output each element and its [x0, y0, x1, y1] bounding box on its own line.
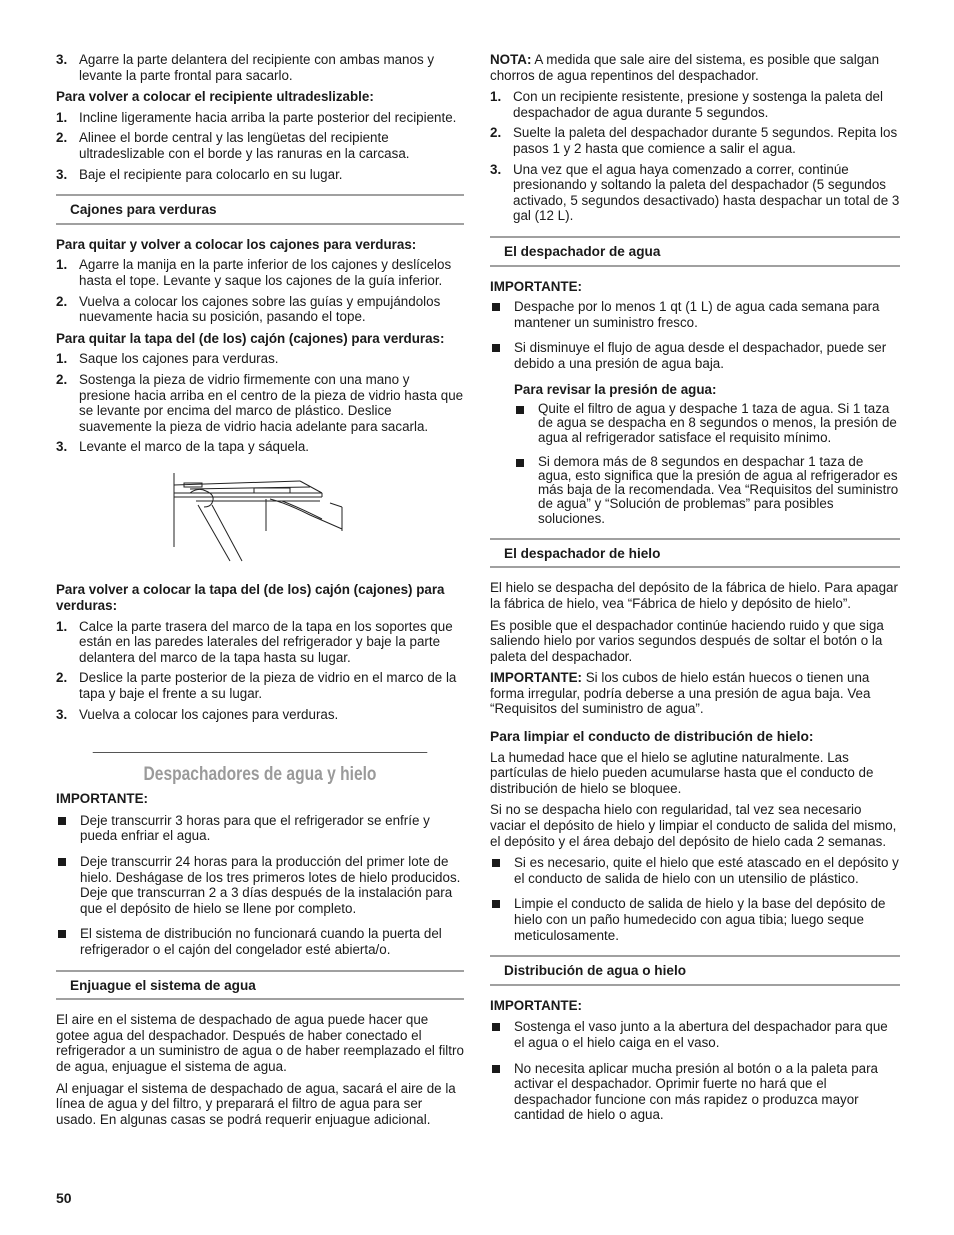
list-item: Si es necesario, quite el hielo que esté atascado en el depósito y el conducto de salida de hielo con un utensilio de plástico. — [490, 855, 900, 886]
list-item: 3. Levante el marco de la tapa y sáquela. — [56, 439, 310, 455]
list-item: 2. Suelte la paleta del despachador durante 5 segundos. Repita los pasos 1 y 2 hasta que comience a salir el agua. — [490, 125, 898, 156]
crisper-remove-heading: Para quitar y volver a colocar los cajones para verduras: — [56, 236, 417, 252]
list-item: 1. Agarre la manija en la parte inferior de los cajones y deslícelos hasta el tope. Levante y saque los cajones de la guía inferior. — [56, 257, 452, 288]
list-item: Despache por lo menos 1 qt (1 L) de agua cada semana para mantener un suministro fresco. — [490, 299, 900, 330]
chute-paragraph-1: La humedad hace que el hielo se aglutine naturalmente. Las partículas de hielo pueden acumularse hasta que el conducto de distribución de hielo se bloquee. — [490, 749, 874, 796]
bullet-square-icon — [492, 303, 500, 311]
cover-replace-heading: Para volver a colocar la tapa del (de los) cajón (cajones) para verduras: — [56, 582, 445, 614]
list-item: Sostenga el vaso junto a la abertura del despachador para que el agua o el hielo caiga en el vaso. — [490, 1019, 900, 1050]
crisper-remove-steps — [56, 257, 464, 324]
bullet-square-icon — [58, 817, 66, 825]
page-number: 50 — [56, 1190, 72, 1206]
bullet-square-icon — [516, 459, 524, 467]
bullet-square-icon — [58, 858, 66, 866]
list-item: 1. Calce la parte trasera del marco de la tapa en los soportes que están en las paredes laterales del refrigerador y baje la parte delantera del marco de la tapa hasta su lugar. — [56, 618, 453, 665]
bullet-square-icon — [58, 930, 66, 938]
right-column — [490, 52, 900, 1133]
bullet-square-icon — [492, 1023, 500, 1031]
bullet-square-icon — [516, 406, 524, 414]
section-title-ice-dispenser: El despachador de hielo — [490, 538, 900, 569]
important-label: IMPORTANTE: — [490, 997, 582, 1013]
flush-paragraph-1: El aire en el sistema de despachado de agua puede hacer que gotee agua del despachador. Después de haber conectado el refrigerador a un suministro de agua o de haber reemplazado el filtro de agua, enjuague el sistema de agua. — [56, 1012, 464, 1074]
section-title-crispers: Cajones para verduras — [56, 194, 464, 225]
list-item: Quite el filtro de agua y despache 1 taza de agua. Si 1 taza de agua se despacha en 8 segundos o menos, la presión de agua al refrigerador satisface el requisito mínimo. — [514, 402, 900, 445]
list-item: 2. Vuelva a colocar los cajones sobre las guías y empujándolos nuevamente hacia su posición, pasando el tope. — [56, 293, 441, 325]
bullet-square-icon — [492, 900, 500, 908]
list-item: 2. Deslice la parte posterior de la pieza de vidrio en el marco de la tapa y baje el frente a su lugar. — [56, 670, 457, 702]
list-item: Deje transcurrir 3 horas para que el refrigerador se enfríe y pueda enfriar el agua. — [56, 813, 464, 844]
bullet-square-icon — [492, 344, 500, 352]
flush-paragraph-2: Al enjuagar el sistema de despachado de agua, sacará el aire de la línea de agua y del filtro, y preparará el filtro de agua para ser usado. En algunas casas se podrá requerir enjuague adicional. — [56, 1080, 456, 1127]
list-item: 2. Sostenga la pieza de vidrio firmemente con una mano y presione hacia arriba en el centro de la pieza de vidrio hasta que se levante por encima del marco de plástico. Deslice suavemente la pieza de vidrio hacia adelante para sacarla. — [56, 371, 464, 434]
cover-replace-steps — [56, 619, 464, 723]
list-item: 3. Vuelva a colocar los cajones para verduras. — [56, 706, 339, 722]
chute-bullets — [490, 855, 900, 943]
bullet-square-icon — [492, 859, 500, 867]
list-item: 2. Alinee el borde central y las lengüetas del recipiente ultradeslizable con el borde y las ranuras en la carcasa. — [56, 130, 410, 161]
water-bullets — [490, 299, 900, 371]
ice-paragraph-1: El hielo se despacha del depósito de la fábrica de hielo. Para apagar la fábrica de hielo, vea “Fábrica de hielo y depósito de hielo”. — [490, 580, 898, 611]
list-item: Si demora más de 8 segundos en despachar 1 taza de agua, esto significa que la presión de agua al refrigerador es más baja de la recomendada. Vea “Requisitos del suministro de agua” y “Solución de problemas” para posibles soluciones. — [514, 455, 900, 526]
reinstall-heading: Para volver a colocar el recipiente ultradeslizable: — [56, 89, 374, 105]
list-item: 3. Una vez que el agua haya comenzado a correr, continúe presionando y soltando la paleta del despachador (5 segundos activado, 5 segundos desactivado) hasta despachar un total de 3 gal (12 L). — [490, 161, 900, 224]
dispensing-bullets — [490, 1019, 900, 1123]
chute-heading: Para limpiar el conducto de distribución de hielo: — [490, 729, 814, 745]
pressure-heading: Para revisar la presión de agua: — [514, 381, 717, 397]
reinstall-steps — [56, 110, 464, 182]
list-item: 3. Agarre la parte delantera del recipiente con ambas manos y levante la parte frontal para sacarlo. — [56, 52, 435, 83]
chute-paragraph-2: Si no se despacha hielo con regularidad, tal vez sea necesario vaciar el depósito de hielo y limpiar el conducto de salida del mismo, el depósito y el área debajo del depósito de hielo cada 2 semanas. — [490, 802, 897, 849]
section-title-flush: Enjuague el sistema de agua — [56, 970, 464, 1001]
bullet-square-icon — [492, 1065, 500, 1073]
flush-steps — [490, 89, 900, 224]
ice-paragraph-2: Es posible que el despachador continúe haciendo ruido y que siga saliendo hielo por varios segundos después de soltar el botón o la paleta del despachador. — [490, 617, 884, 664]
cover-remove-heading: Para quitar la tapa del (de los) cajón (cajones) para verduras: — [56, 330, 445, 346]
list-item: Deje transcurrir 24 horas para la producción del primer lote de hielo. Deshágase de los tres primeros lotes de hielo producidos. Deje que transcurran 2 a 3 días después de la instalación para que el depósito de hielo se llene por completo. — [56, 854, 464, 916]
section-title-dispensing: Distribución de agua o hielo — [490, 955, 900, 986]
cover-remove-steps — [56, 351, 464, 455]
remove-bin-steps — [56, 52, 464, 83]
dispensers-bullets — [56, 813, 464, 958]
left-column — [56, 52, 464, 1133]
list-item: No necesita aplicar mucha presión al botón o a la paleta para activar el despachador. Oprimir fuerte no hará que el despachador funcione con más rapidez o produzca mayor cantidad de hielo o agua. — [490, 1061, 900, 1123]
important-label: IMPORTANTE: — [56, 791, 148, 807]
list-item: Limpie el conducto de salida de hielo y la base del depósito de hielo con un paño humedecido con agua tibia; luego seque meticulosamente. — [490, 896, 900, 943]
important-label: IMPORTANTE: — [490, 278, 582, 294]
list-item: 3. Baje el recipiente para colocarlo en su lugar. — [56, 166, 343, 182]
list-item: 1. Incline ligeramente hacia arriba la parte posterior del recipiente. — [56, 109, 457, 125]
pressure-bullets — [514, 402, 900, 526]
note-paragraph: NOTA: A medida que sale aire del sistema, es posible que salgan chorros de agua repentinos del despachador. — [490, 52, 880, 83]
section-title-water-dispenser: El despachador de agua — [490, 236, 900, 267]
crisper-cover-illustration — [170, 471, 350, 565]
list-item: Si disminuye el flujo de agua desde el despachador, puede ser debido a una presión de agua baja. — [490, 340, 900, 371]
list-item: 1. Con un recipiente resistente, presione y sostenga la paleta del despachador de agua durante 5 segundos. — [490, 89, 883, 120]
list-item: 1. Saque los cajones para verduras. — [56, 351, 279, 367]
ice-important-paragraph: IMPORTANTE: Si los cubos de hielo están huecos o tienen una forma irregular, podría deberse a una presión de agua baja. Vea “Requisitos del suministro de agua”. — [490, 670, 871, 717]
list-item: El sistema de distribución no funcionará cuando la puerta del refrigerador o el cajón del congelador esté abierta/o. — [56, 926, 464, 957]
dispensers-title: Despachadores de agua y hielo — [93, 752, 428, 787]
